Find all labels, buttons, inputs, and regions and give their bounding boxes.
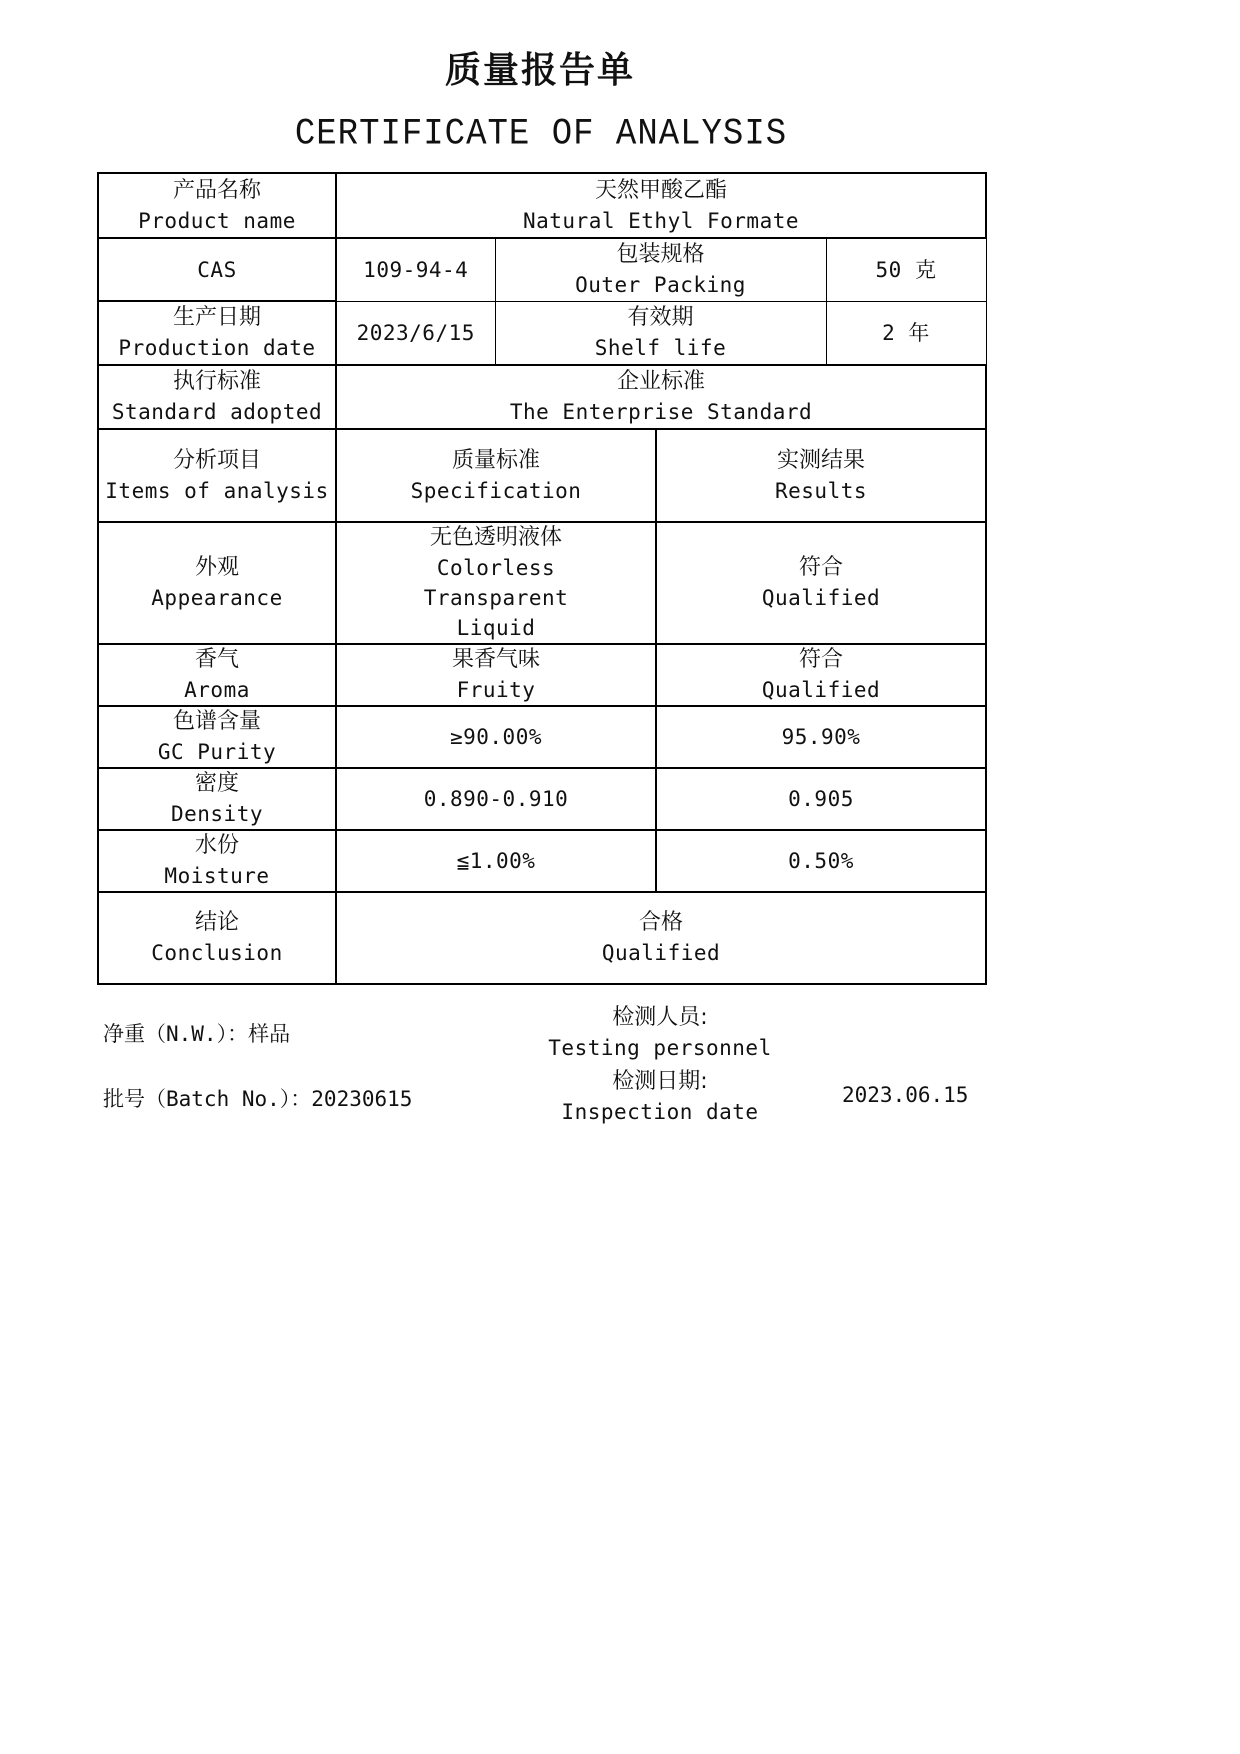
item-en: Density (170, 802, 263, 826)
conclusion-label (98, 892, 336, 984)
cas-value-text: 109-94-4 (363, 257, 469, 282)
item-cell (98, 706, 336, 768)
row-product-name (98, 173, 986, 238)
packing-value-text: 50 克 (875, 257, 937, 282)
table-row-appearance (98, 522, 986, 644)
document-title-en: CERTIFICATE OF ANALYSIS (294, 114, 788, 156)
value-en: Qualified (601, 941, 721, 965)
spec-cell (336, 522, 656, 644)
label-cn: 包装规格 (616, 241, 705, 267)
value-cn: 合格 (639, 910, 684, 935)
standard-label (98, 365, 336, 429)
item-cell (98, 768, 336, 830)
label-cn: 检测日期: (612, 1069, 708, 1094)
result-cn: 符合 (799, 555, 844, 580)
table-row-aroma (98, 644, 986, 706)
cas-label (98, 238, 336, 301)
packing-value (826, 238, 986, 301)
spec-cn: 无色透明液体 (429, 525, 562, 550)
row-dates (98, 301, 986, 365)
header-cn: 质量标准 (451, 447, 540, 473)
conclusion-value (336, 892, 986, 984)
label-en: Standard adopted (111, 400, 323, 424)
result-en: Qualified (761, 586, 881, 610)
inspection-date-label (510, 1067, 810, 1127)
result-cn: 符合 (799, 647, 844, 672)
spec-cell (336, 644, 656, 706)
result-value: 0.50% (788, 849, 854, 873)
label-cn: 执行标准 (172, 369, 261, 394)
shelf-life-value (826, 301, 986, 365)
label-en: Product name (138, 208, 296, 233)
result-cell (656, 768, 986, 830)
item-cn: 香气 (194, 647, 239, 672)
item-cn: 色谱含量 (172, 709, 261, 734)
header-items (98, 429, 336, 522)
cas-value (336, 238, 495, 301)
item-en: Aroma (184, 678, 250, 702)
table-row-moisture (98, 830, 986, 892)
item-cell (98, 830, 336, 892)
product-name-value (336, 173, 986, 238)
cas-label-text: CAS (197, 257, 237, 282)
label-cn: 结论 (194, 910, 239, 935)
item-en: Appearance (151, 586, 283, 610)
spec-cell (336, 830, 656, 892)
value-en: Natural Ethyl Formate (523, 208, 800, 233)
label-en: Shelf life (594, 335, 727, 360)
testing-personnel-label (510, 1003, 810, 1063)
net-weight: 净重（N.W.）：样品 (103, 1022, 291, 1046)
item-cn: 密度 (194, 771, 239, 796)
spec-en: Fruity (456, 678, 536, 702)
label-cn: 有效期 (627, 304, 694, 330)
standard-value (336, 365, 986, 429)
table-row-density (98, 768, 986, 830)
label-en: Production date (118, 336, 316, 360)
label-cn: 检测人员: (612, 1005, 708, 1030)
spec-value: ≦1.00% (456, 849, 536, 873)
row-analysis-header (98, 429, 986, 522)
header-results (656, 429, 986, 522)
item-en: GC Purity (157, 740, 277, 764)
product-name-label (98, 173, 336, 238)
header-cn: 实测结果 (777, 447, 866, 473)
production-date-text: 2023/6/15 (356, 320, 475, 345)
header-en: Specification (410, 478, 582, 503)
production-date-label (98, 301, 336, 365)
value-cn: 企业标准 (617, 369, 706, 394)
item-cell (98, 644, 336, 706)
header-en: Results (775, 478, 868, 503)
shelf-life-text: 2 年 (882, 320, 930, 345)
spec-cell (336, 706, 656, 768)
packing-label (495, 238, 826, 301)
header-specification (336, 429, 656, 522)
result-en: Qualified (761, 678, 881, 702)
result-value: 0.905 (788, 787, 854, 811)
label-en: Outer Packing (575, 272, 746, 297)
production-date-value (336, 301, 495, 365)
header-cn: 分析项目 (172, 447, 261, 473)
item-en: Moisture (164, 864, 270, 888)
value-cn: 天然甲酸乙酯 (595, 177, 728, 203)
document-title-cn: 质量报告单 (444, 50, 635, 91)
result-value: 95.90% (781, 725, 861, 749)
spec-value: ≥90.00% (449, 725, 542, 749)
label-cn: 产品名称 (172, 177, 261, 203)
label-en: Conclusion (151, 941, 283, 965)
inspection-date-value: 2023.06.15 (842, 1083, 969, 1107)
result-cell (656, 522, 986, 644)
label-en: Testing personnel (548, 1036, 772, 1060)
spec-en: Colorless Transparent Liquid (423, 556, 569, 640)
table-row-gc-purity (98, 706, 986, 768)
item-cn: 外观 (194, 555, 239, 580)
value-en: The Enterprise Standard (509, 400, 813, 424)
label-cn: 生产日期 (172, 305, 261, 330)
result-cell (656, 830, 986, 892)
header-en: Items of analysis (105, 478, 329, 503)
spec-cn: 果香气味 (451, 647, 540, 672)
shelf-life-label (495, 301, 826, 365)
spec-cell (336, 768, 656, 830)
row-standard (98, 365, 986, 429)
batch-number: 批号（Batch No.）：20230615 (103, 1087, 413, 1111)
result-cell (656, 644, 986, 706)
row-cas-packing (98, 238, 986, 301)
spec-value: 0.890-0.910 (423, 787, 569, 811)
coa-table (97, 172, 987, 985)
item-cell (98, 522, 336, 644)
row-conclusion (98, 892, 986, 984)
label-en: Inspection date (561, 1100, 759, 1124)
result-cell (656, 706, 986, 768)
item-cn: 水份 (194, 833, 239, 858)
